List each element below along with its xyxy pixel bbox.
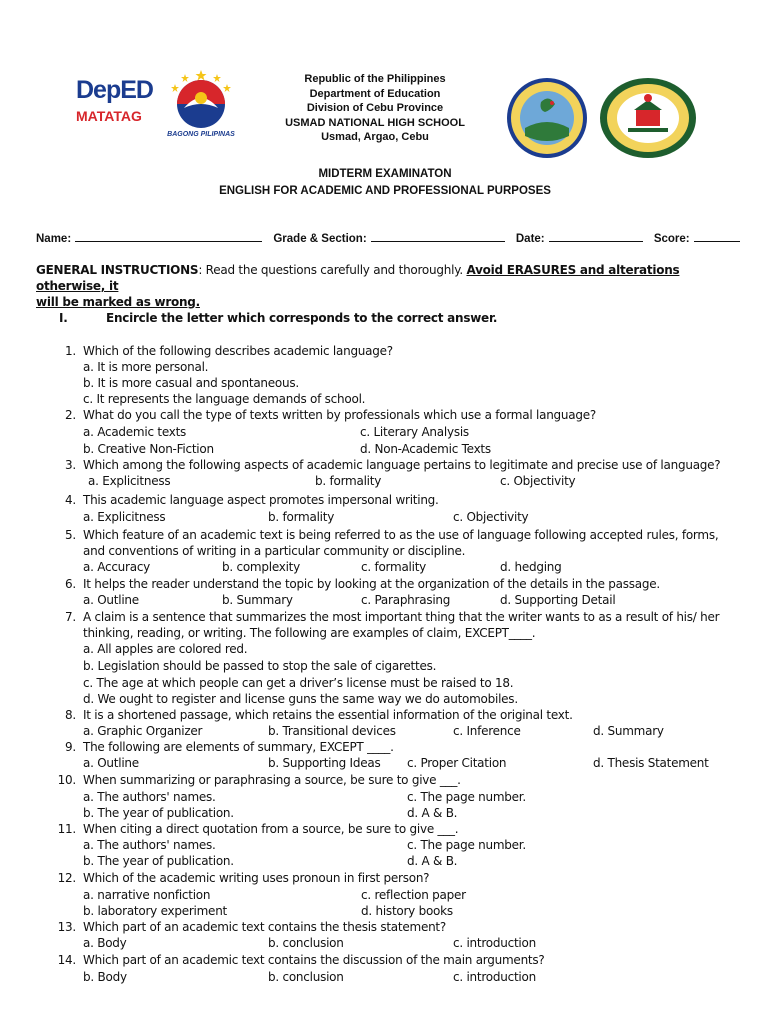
student-info-row [36, 231, 736, 245]
question-number: 4. [65, 493, 76, 507]
answer-option[interactable]: a. The authors' names. [83, 790, 216, 804]
section-title: Encircle the letter which corresponds to the correct answer. [106, 311, 498, 325]
grade-section-blank[interactable] [371, 231, 505, 242]
answer-option[interactable]: b. Supporting Ideas [268, 756, 381, 770]
deped-matatag-logo [76, 70, 154, 134]
division-of-cebu-province-seal [505, 76, 589, 160]
section-numeral: I. [59, 311, 68, 325]
question-text: Which of the academic writing uses pronoun in first person? [83, 871, 430, 885]
answer-option[interactable]: a. Accuracy [83, 560, 151, 574]
question-number: 9. [65, 740, 76, 754]
question-text-continued: thinking, reading, or writing. The following are examples of claim, EXCEPT____. [83, 626, 536, 640]
instructions-warning-cont: will be marked as wrong. [36, 295, 200, 309]
answer-option[interactable]: b. formality [268, 510, 335, 524]
answer-option[interactable]: a. Outline [83, 593, 139, 607]
letterhead-line: Usmad, Argao, Cebu [321, 131, 429, 143]
deped-wordmark: DepED [76, 76, 153, 104]
answer-option[interactable]: d. Summary [593, 724, 664, 738]
answer-option[interactable]: d. Thesis Statement [593, 756, 709, 770]
question-number: 3. [65, 458, 76, 472]
answer-option[interactable]: a. Body [83, 936, 127, 950]
answer-option[interactable]: d. hedging [500, 560, 562, 574]
answer-option[interactable]: d. A & B. [407, 854, 458, 868]
answer-option[interactable]: a. Explicitness [83, 510, 166, 524]
name-label: Name: [36, 233, 72, 245]
question-text: When citing a direct quotation from a source, be sure to give ___. [83, 822, 459, 836]
general-instructions [36, 262, 736, 310]
answer-option[interactable]: b. Body [83, 970, 127, 984]
date-label: Date: [515, 233, 545, 245]
question-number: 6. [65, 577, 76, 591]
question-number: 14. [57, 953, 76, 967]
answer-option[interactable]: c. introduction [453, 936, 536, 950]
answer-option[interactable]: c. Literary Analysis [360, 425, 469, 439]
question-number: 5. [65, 528, 76, 542]
question-text: Which part of an academic text contains the thesis statement? [83, 920, 447, 934]
question-number: 8. [65, 708, 76, 722]
question-text: Which feature of an academic text is being referred to as the use of language following accepted rules, forms, [83, 528, 719, 542]
answer-option[interactable]: a. The authors' names. [83, 838, 216, 852]
answer-option[interactable]: b. Summary [222, 593, 293, 607]
question-number: 11. [57, 822, 76, 836]
answer-option[interactable]: b. The year of publication. [83, 806, 234, 820]
answer-option[interactable]: c. Paraphrasing [361, 593, 451, 607]
question-text-continued: and conventions of writing in a particular community or discipline. [83, 544, 466, 558]
answer-option[interactable]: a. narrative nonfiction [83, 888, 211, 902]
answer-option[interactable]: d. Non-Academic Texts [360, 442, 491, 456]
exam-title-block [150, 166, 620, 200]
answer-option[interactable]: c. Inference [453, 724, 521, 738]
answer-option[interactable]: c. reflection paper [361, 888, 466, 902]
answer-option[interactable]: a. All apples are colored red. [83, 642, 248, 656]
answer-option[interactable]: b. Transitional devices [268, 724, 396, 738]
question-text: When summarizing or paraphrasing a source, be sure to give ___. [83, 773, 461, 787]
answer-option[interactable]: a. Academic texts [83, 425, 187, 439]
answer-option[interactable]: d. A & B. [407, 806, 458, 820]
answer-option[interactable]: d. We ought to register and license guns the same way we do automobiles. [83, 692, 518, 706]
question-number: 12. [57, 871, 76, 885]
letterhead-line: Republic of the Philippines [304, 73, 446, 85]
answer-option[interactable]: b. formality [315, 474, 382, 488]
bagong-pilipinas-emblem-icon [160, 68, 242, 132]
answer-option[interactable]: c. formality [361, 560, 427, 574]
name-blank[interactable] [75, 231, 262, 242]
instructions-text: : Read the questions carefully and thoroughly. [198, 263, 467, 277]
bagong-pilipinas-logo [160, 68, 242, 146]
answer-option[interactable]: c. The age at which people can get a driver’s license must be raised to 18. [83, 676, 514, 690]
division-seal-icon [505, 76, 589, 160]
question-number: 7. [65, 610, 76, 624]
question-text: What do you call the type of texts written by professionals which use a formal language? [83, 408, 596, 422]
answer-option[interactable]: d. history books [361, 904, 453, 918]
letterhead-line: Division of Cebu Province [306, 102, 444, 114]
date-blank[interactable] [549, 231, 643, 242]
answer-option[interactable]: a. Outline [83, 756, 139, 770]
answer-option[interactable]: b. conclusion [268, 970, 344, 984]
answer-option[interactable]: b. conclusion [268, 936, 344, 950]
answer-option[interactable]: a. It is more personal. [83, 360, 209, 374]
answer-option[interactable]: d. Supporting Detail [500, 593, 616, 607]
answer-option[interactable]: c. It represents the language demands of school. [83, 392, 366, 406]
exam-subject: ENGLISH FOR ACADEMIC AND PROFESSIONAL PURPOSES [219, 185, 551, 197]
question-number: 13. [57, 920, 76, 934]
score-label: Score: [653, 233, 690, 245]
section-heading [59, 311, 497, 325]
exam-title: MIDTERM EXAMINATON [318, 168, 452, 180]
question-number: 2. [65, 408, 76, 422]
question-number: 10. [57, 773, 76, 787]
answer-option[interactable]: c. Objectivity [453, 510, 529, 524]
answer-option[interactable]: b. Creative Non-Fiction [83, 442, 214, 456]
matatag-wordmark: MATATAG [76, 108, 142, 124]
question-text: It helps the reader understand the topic by looking at the organization of the details in the passage. [83, 577, 660, 591]
answer-option[interactable]: c. The page number. [407, 790, 526, 804]
answer-option[interactable]: b. laboratory experiment [83, 904, 227, 918]
grade-section-label: Grade & Section: [273, 233, 367, 245]
instructions-warning: Avoid ERASURES and alterations otherwise, it [36, 263, 680, 293]
letterhead-line: Department of Education [309, 87, 441, 100]
answer-option[interactable]: b. It is more casual and spontaneous. [83, 376, 299, 390]
question-text: Which of the following describes academic language? [83, 344, 393, 358]
question-text: It is a shortened passage, which retains the essential information of the original text. [83, 708, 573, 722]
question-text: Which among the following aspects of academic language pertains to legitimate and precise use of language? [83, 458, 721, 472]
question-text: Which part of an academic text contains the discussion of the main arguments? [83, 953, 545, 967]
answer-option[interactable]: c. Objectivity [500, 474, 576, 488]
score-blank[interactable] [694, 231, 740, 242]
answer-option[interactable]: a. Graphic Organizer [83, 724, 203, 738]
usmad-nhs-seal [598, 76, 698, 160]
question-text: A claim is a sentence that summarizes the most important thing that the writer wants to as a result of his/ her [83, 610, 720, 624]
question-number: 1. [65, 344, 76, 358]
answer-option[interactable]: c. The page number. [407, 838, 526, 852]
question-text: This academic language aspect promotes impersonal writing. [83, 493, 439, 507]
answer-option[interactable]: c. Proper Citation [407, 756, 507, 770]
question-text: The following are elements of summary, EXCEPT ____. [83, 740, 394, 754]
answer-option[interactable]: c. introduction [453, 970, 536, 984]
school-seal-icon [598, 76, 698, 160]
answer-option[interactable]: a. Explicitness [88, 474, 171, 488]
bagong-pilipinas-label: BAGONG PILIPINAS [167, 131, 235, 138]
answer-option[interactable]: b. complexity [222, 560, 300, 574]
letterhead [250, 72, 500, 145]
instructions-label: GENERAL INSTRUCTIONS [36, 263, 199, 277]
answer-option[interactable]: b. The year of publication. [83, 854, 234, 868]
letterhead-line: USMAD NATIONAL HIGH SCHOOL [285, 116, 465, 129]
answer-option[interactable]: b. Legislation should be passed to stop the sale of cigarettes. [83, 659, 437, 673]
